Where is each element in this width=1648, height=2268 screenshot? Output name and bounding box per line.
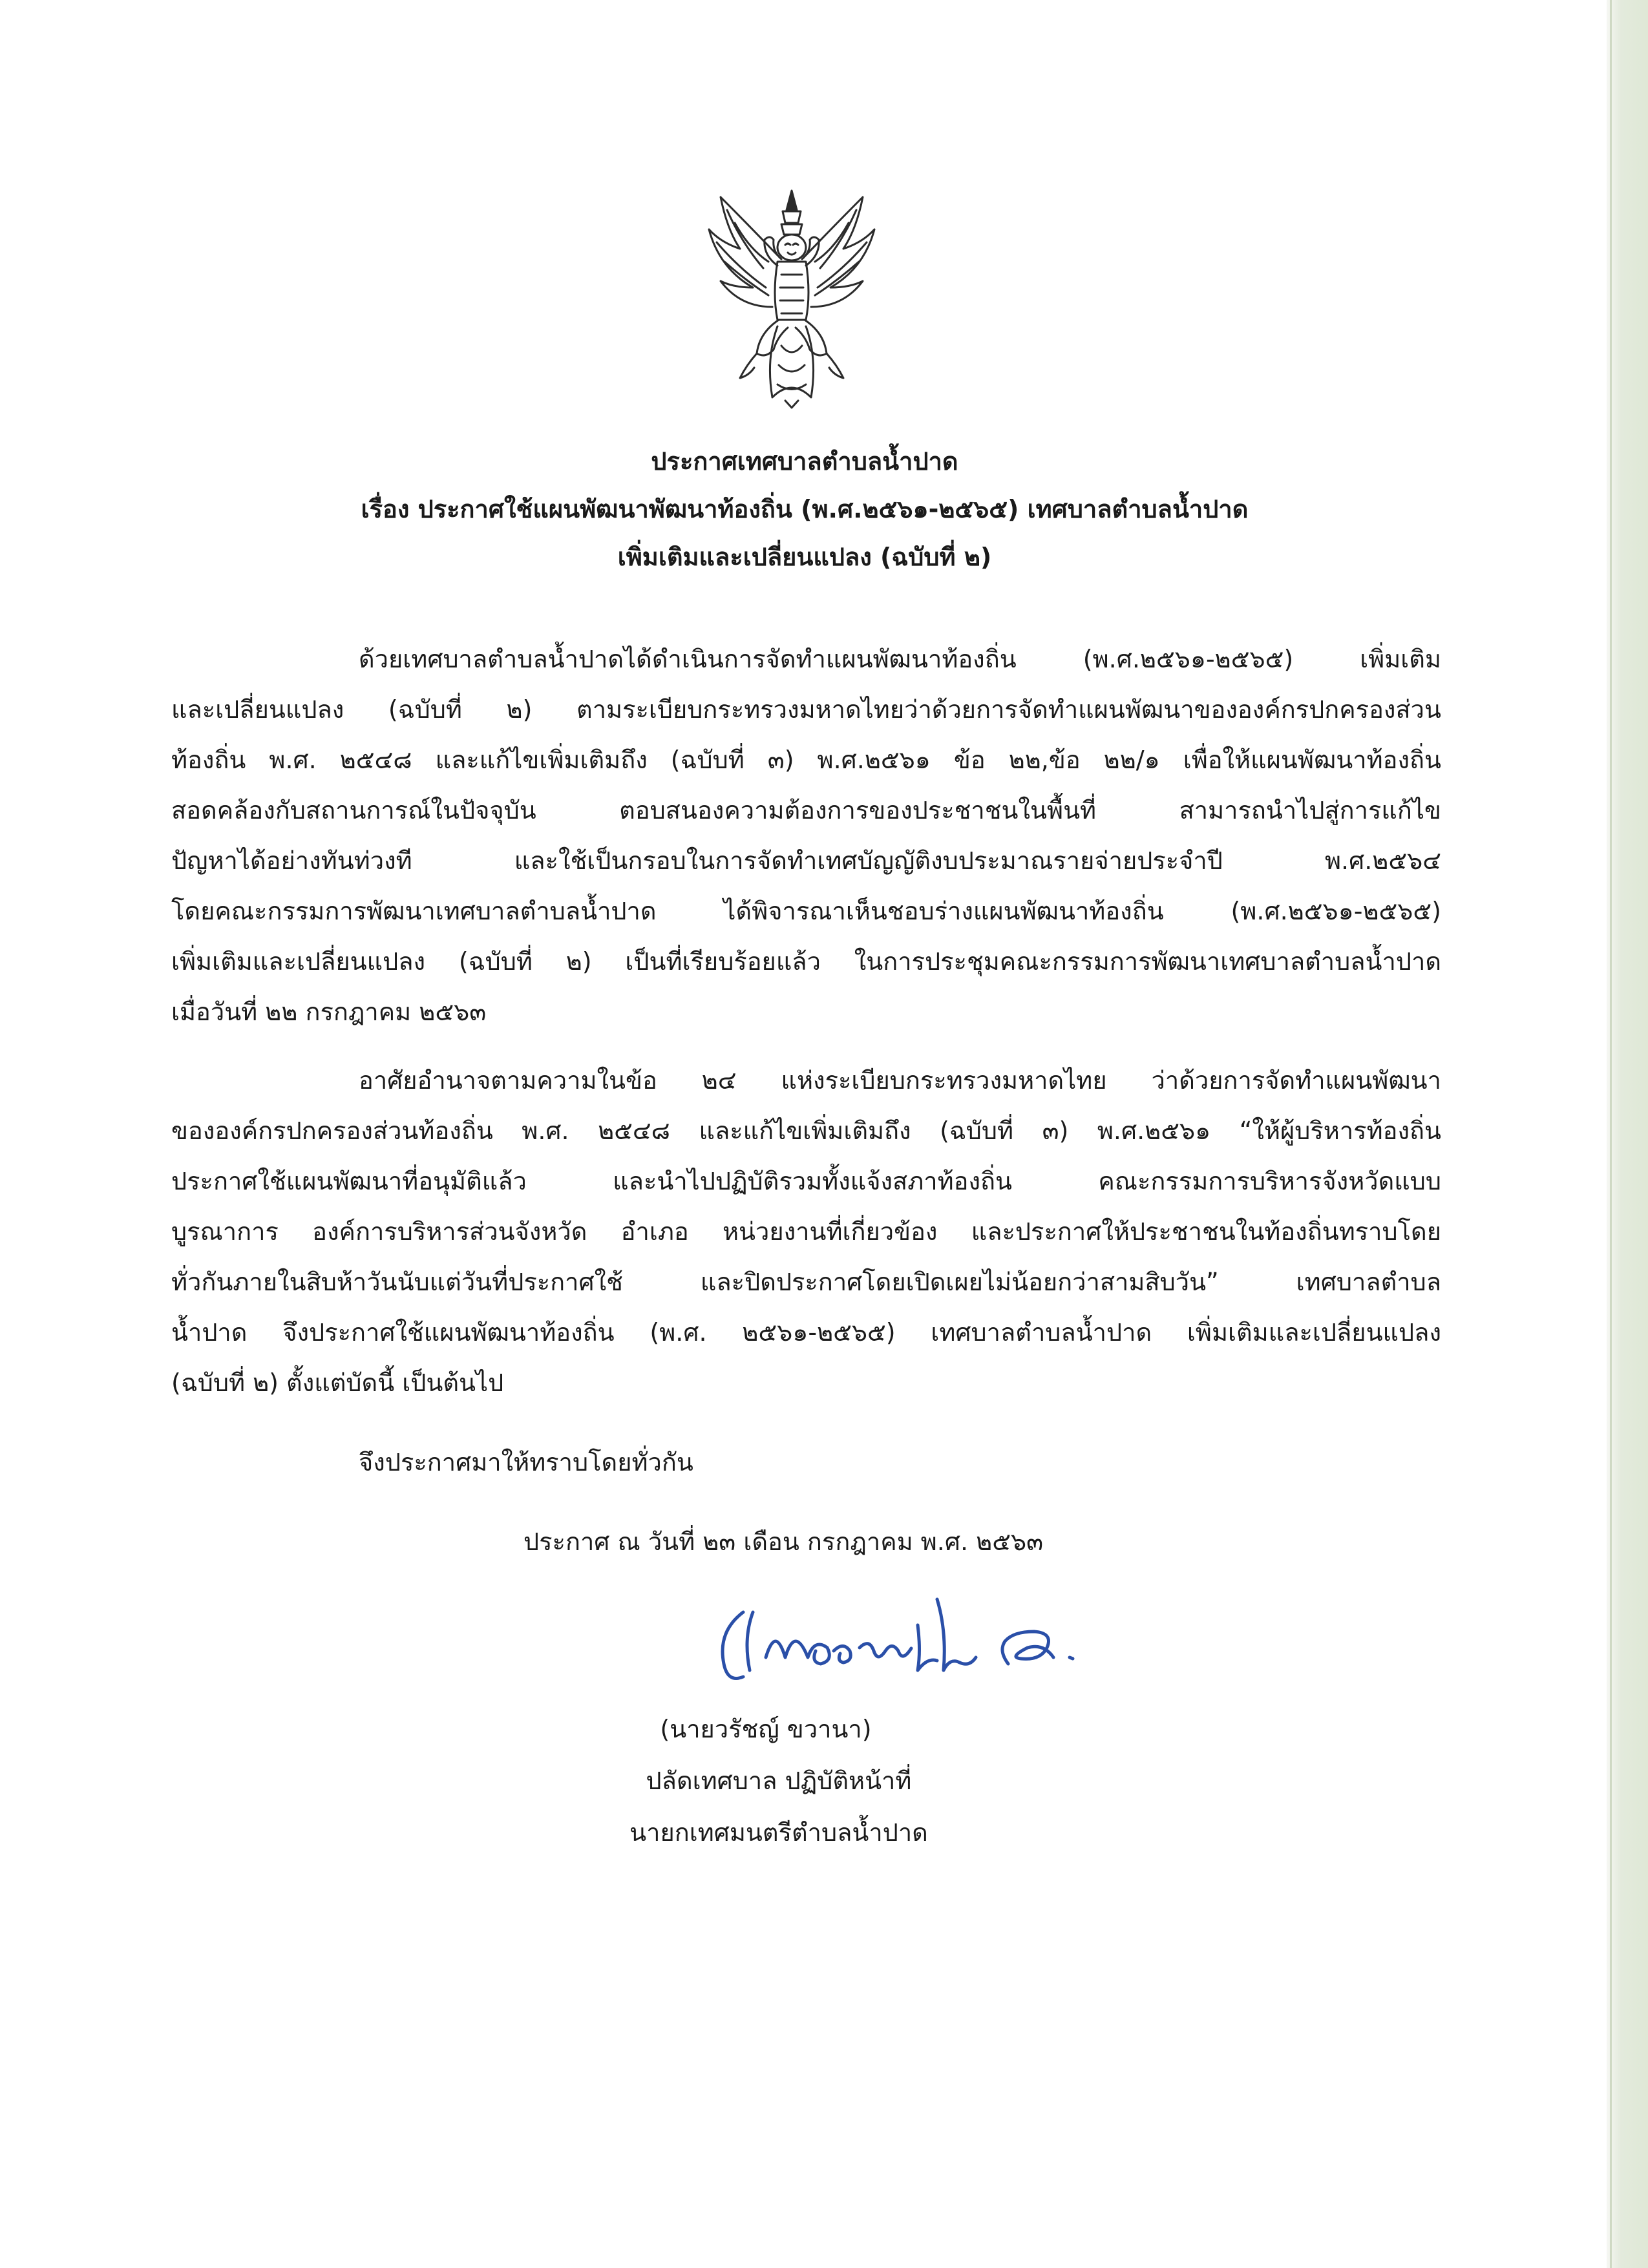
subject-line: เรื่อง ประกาศใช้แผนพัฒนาพัฒนาท้องถิ่น (พ.ศ.๒๕๖๑-๒๕๖๕) เทศบาลตำบลน้ำปาด [361,495,1249,523]
signatory-title: นายกเทศมนตรีตำบลน้ำปาด [629,1818,928,1847]
paragraph-line: เมื่อวันที่ ๒๒ กรกฎาคม ๒๕๖๓ [171,998,487,1026]
paragraph-line: และเปลี่ยนแปลง (ฉบับที่ ๒) ตามระเบียบกระทรวงมหาดไทยว่าด้วยการจัดทำแผนพัฒนาขององค์กรปกครองส่วน [171,695,1441,724]
signatory-position: ปลัดเทศบาล ปฏิบัติหน้าที่ [646,1767,912,1795]
paragraph-line: ด้วยเทศบาลตำบลน้ำปาดได้ดำเนินการจัดทำแผนพัฒนาท้องถิ่น (พ.ศ.๒๕๖๑-๒๕๖๕) เพิ่มเติม [359,645,1441,673]
paragraph-line: ขององค์กรปกครองส่วนท้องถิ่น พ.ศ. ๒๕๔๘ และแก้ไขเพิ่มเติมถึง (ฉบับที่ ๓) พ.ศ.๒๕๖๑ “ให้ผู้บริหารท้องถิ่น [171,1117,1441,1145]
page-edge-line [1610,0,1612,2268]
paragraph-line: บูรณาการ องค์การบริหารส่วนจังหวัด อำเภอ หน่วยงานที่เกี่ยวข้อง และประกาศให้ประชาชนในท้องถิ่นทราบโดย [171,1217,1441,1246]
paragraph-line: น้ำปาด จึงประกาศใช้แผนพัฒนาท้องถิ่น (พ.ศ. ๒๕๖๑-๒๕๖๕) เทศบาลตำบลน้ำปาด เพิ่มเติมและเปลี่ยนแปลง [171,1318,1441,1347]
handwritten-signature [704,1586,1131,1696]
announcement-heading: ประกาศเทศบาลตำบลน้ำปาด [651,447,958,476]
page-edge-strip [1607,0,1648,2268]
paragraph-line: ท้องถิ่น พ.ศ. ๒๕๔๘ และแก้ไขเพิ่มเติมถึง (ฉบับที่ ๓) พ.ศ.๒๕๖๑ ข้อ ๒๒,ข้อ ๒๒/๑ เพื่อให้แผนพัฒนาท้องถิ่น [171,746,1441,774]
subject-line-continued: เพิ่มเติมและเปลี่ยนแปลง (ฉบับที่ ๒) [617,543,992,571]
paragraph-line: ทั่วกันภายในสิบห้าวันนับแต่วันที่ประกาศใช้ และปิดประกาศโดยเปิดเผยไม่น้อยกว่าสามสิบวัน” เทศบาลตำบล [171,1268,1441,1296]
paragraph-line: เพิ่มเติมและเปลี่ยนแปลง (ฉบับที่ ๒) เป็นที่เรียบร้อยแล้ว ในการประชุมคณะกรรมการพัฒนาเทศบาลตำบลน้ำปาด [171,947,1441,976]
paragraph-line: อาศัยอำนาจตามความในข้อ ๒๔ แห่งระเบียบกระทรวงมหาดไทย ว่าด้วยการจัดทำแผนพัฒนา [359,1066,1441,1095]
signatory-name: (นายวรัชญ์ ขวานา) [660,1715,872,1743]
paragraph-line: สอดคล้องกับสถานการณ์ในปัจจุบัน ตอบสนองความต้องการของประชาชนในพื้นที่ สามารถนำไปสู่การแก้ไข [171,796,1441,824]
announcement-date: ประกาศ ณ วันที่ ๒๓ เดือน กรกฎาคม พ.ศ. ๒๕๖๓ [523,1528,1044,1556]
paragraph-line: ปัญหาได้อย่างทันท่วงที และใช้เป็นกรอบในการจัดทำเทศบัญญัติงบประมาณรายจ่ายประจำปี พ.ศ.๒๕๖๔ [171,846,1441,875]
paragraph-line: (ฉบับที่ ๒) ตั้งแต่บัดนี้ เป็นต้นไป [171,1369,504,1397]
garuda-emblem-icon [701,184,882,410]
closing-statement: จึงประกาศมาให้ทราบโดยทั่วกัน [359,1448,693,1476]
paragraph-line: โดยคณะกรรมการพัฒนาเทศบาลตำบลน้ำปาด ได้พิจารณาเห็นชอบร่างแผนพัฒนาท้องถิ่น (พ.ศ.๒๕๖๑-๒๕๖๕) [171,897,1441,925]
paragraph-line: ประกาศใช้แผนพัฒนาที่อนุมัติแล้ว และนำไปปฏิบัติรวมทั้งแจ้งสภาท้องถิ่น คณะกรรมการบริหารจังหวัดแบบ [171,1167,1441,1195]
